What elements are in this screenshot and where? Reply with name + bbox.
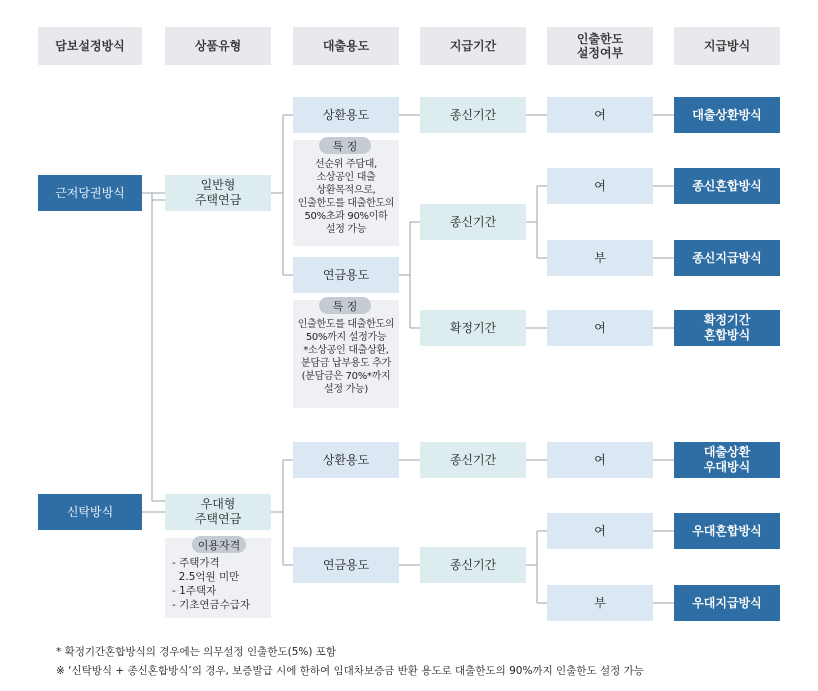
eligibility-item: 2.5억원 미만 [172,571,240,583]
limit-yes-4: 여 [547,310,653,346]
limit-yes-2: 여 [547,168,653,204]
limit-yes-1: 여 [547,97,653,133]
collateral-trust: 신탁방식 [38,494,142,530]
limit-no-3: 부 [547,240,653,276]
header-payment-method: 지급방식 [674,27,780,65]
limit-no-7: 부 [547,585,653,621]
use-repayment-preferential: 상환용도 [293,442,399,478]
use-repayment: 상환용도 [293,97,399,133]
method-repayment-preferential: 대출상환 우대방식 [674,442,780,478]
footnote-1: * 확정기간혼합방식의 경우에는 의무설정 인출한도(5%) 포함 [56,646,337,658]
footnote-2: ※ ‘신탁방식 + 종신혼합방식’의 경우, 보증발급 시에 한하여 임대차보증금 반환 용도로 대출한도의 90%까지 인출한도 설정 가능 [56,665,644,677]
method-preferential-mixed: 우대혼합방식 [674,513,780,549]
feature-text-repayment: 선순위 주담대, 소상공인 대출 상환목적으로, 인출한도를 대출한도의 50%초과 90%이하 설정 가능 [297,159,395,235]
method-lifetime-mixed: 종신혼합방식 [674,168,780,204]
eligibility-item: - 주택가격 [172,557,220,569]
use-pension-preferential: 연금용도 [293,547,399,583]
header-collateral-method: 담보설정방식 [38,27,142,65]
method-loan-repayment: 대출상환방식 [674,97,780,133]
collateral-mortgage: 근저당권방식 [38,175,142,211]
limit-yes-6: 여 [547,513,653,549]
feature-label-pension: 특 징 [319,297,371,314]
period-fixed: 확정기간 [420,310,526,346]
method-lifetime-payment: 종신지급방식 [674,240,780,276]
feature-label-repayment: 특 징 [319,137,371,154]
method-preferential-payment: 우대지급방식 [674,585,780,621]
period-lifetime-5: 종신기간 [420,547,526,583]
eligibility-item: - 1주택자 [172,585,217,597]
product-preferential: 우대형 주택연금 [165,494,271,530]
eligibility-list [172,556,250,612]
product-general: 일반형 주택연금 [165,175,271,211]
period-lifetime-4: 종신기간 [420,442,526,478]
header-product-type: 상품유형 [165,27,271,65]
header-loan-use: 대출용도 [293,27,399,65]
period-lifetime-1: 종신기간 [420,97,526,133]
feature-text-pension: 인출한도를 대출한도의 50%까지 설정가능 *소상공인 대출상환, 분담금 납부용도 추가 (분담금은 70%*까지 설정 가능) [297,319,395,395]
use-pension: 연금용도 [293,257,399,293]
limit-yes-5: 여 [547,442,653,478]
period-lifetime-2: 종신기간 [420,204,526,240]
eligibility-label: 이용자격 [192,536,246,553]
header-withdrawal-limit: 인출한도 설정여부 [547,27,653,65]
header-payment-period: 지급기간 [420,27,526,65]
method-fixed-mixed: 확정기간 혼합방식 [674,310,780,346]
eligibility-item: - 기초연금수급자 [172,599,251,611]
